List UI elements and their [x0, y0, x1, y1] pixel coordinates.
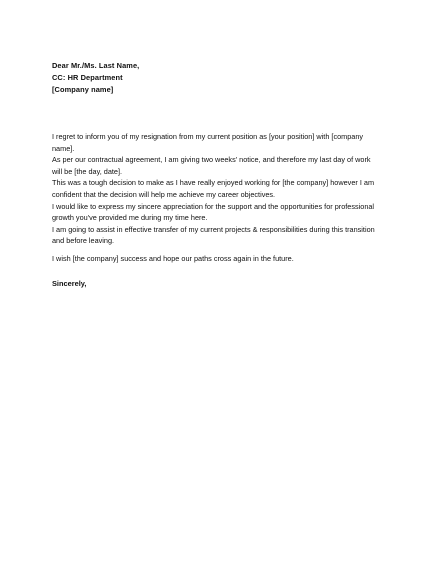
body-line: I regret to inform you of my resignation from my current position as [your position] with [company	[52, 132, 364, 141]
body-line: will be [the day, date].	[52, 166, 123, 176]
letter-header	[52, 60, 139, 96]
body-line: growth you've provided me during my time here.	[52, 213, 208, 223]
body-line: name].	[52, 143, 75, 153]
final-line: I wish [the company] success and hope our paths cross again in the future.	[52, 253, 294, 263]
closing: Sincerely,	[52, 279, 87, 288]
cc-line: CC: HR Department	[52, 73, 123, 82]
body-line: I am going to assist in effective transfer of my current projects & responsibilities during this transition	[52, 224, 375, 234]
body-line: This was a tough decision to make as I have really enjoyed working for [the company] however I am	[52, 178, 375, 188]
letter-body	[52, 131, 392, 265]
body-line: As per our contractual agreement, I am giving two weeks' notice, and therefore my last day of work	[52, 155, 371, 165]
company-name: [Company name]	[52, 85, 114, 94]
body-line: I would like to express my sincere appreciation for the support and the opportunities for professional	[52, 201, 375, 211]
body-line: and before leaving.	[52, 236, 115, 246]
salutation: Dear Mr./Ms. Last Name,	[52, 61, 140, 70]
body-line: confident that the decision will help me achieve my career objectives.	[52, 189, 276, 199]
